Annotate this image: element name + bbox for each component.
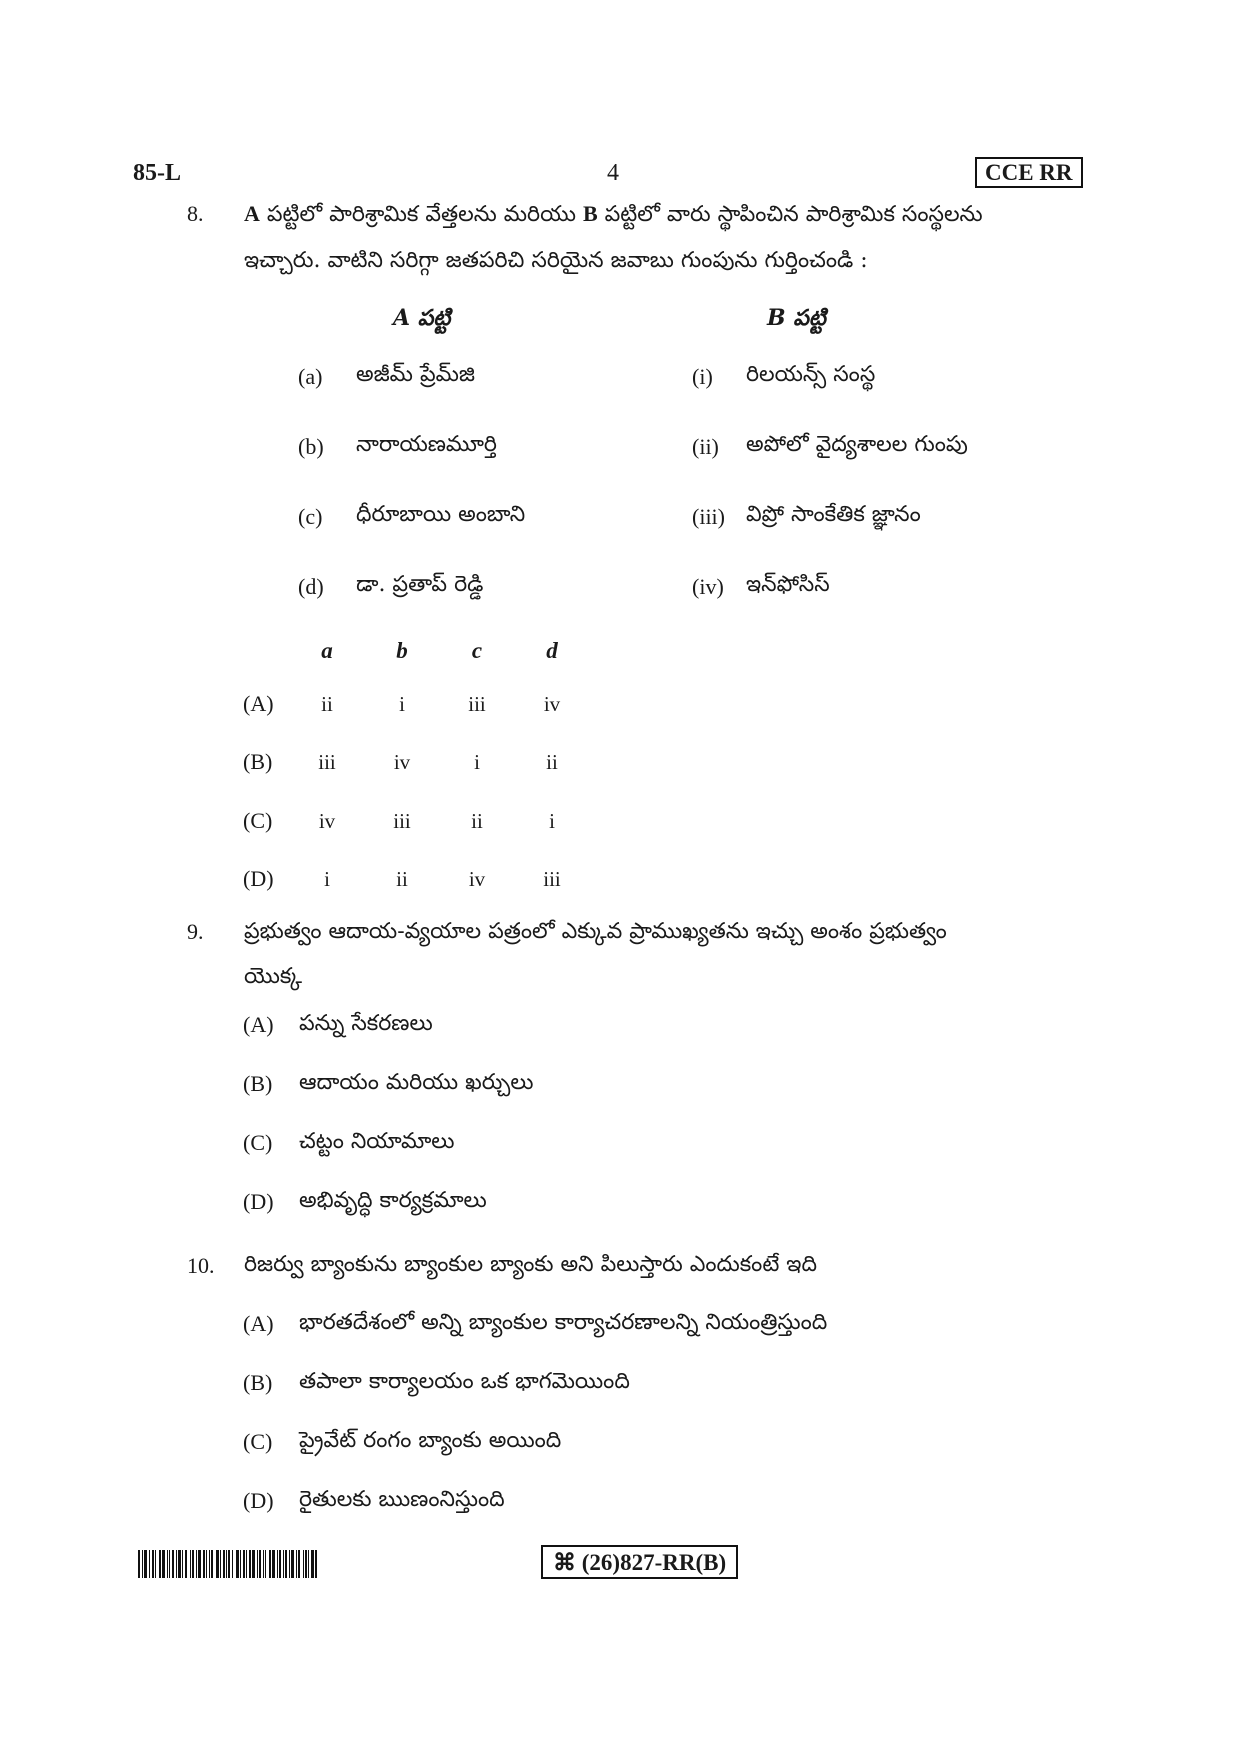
match-cell: ii [471, 809, 483, 833]
match-cell: iv [393, 750, 411, 774]
exam-code-box: CCE RR [975, 157, 1083, 188]
list-b-item: రిలయన్స్ సంస్థ [746, 362, 876, 387]
list-b-label: (iii) [692, 504, 725, 529]
list-a-label: (c) [298, 504, 323, 529]
match-cell: ii [396, 867, 408, 891]
question-paper-code: (26)827-RR(B) [581, 1550, 727, 1575]
option-label: (A) [243, 1311, 274, 1336]
option-label: (C) [243, 1130, 273, 1155]
q8-list-b-ref: B [582, 201, 598, 226]
list-b-item: విప్రో సాంకేతిక జ్ఞానం [746, 502, 921, 527]
match-header: b [396, 638, 408, 663]
list-b-item: అపోలో వైద్యశాలల గుంపు [746, 432, 968, 457]
q8-text-line2: ఇచ్చారు. వాటిని సరిగ్గా జతపరిచి సరియైన జవాబు గుంపును గుర్తించండి : [244, 248, 868, 273]
list-b-heading: B పట్టి [767, 305, 826, 331]
option-label: (B) [243, 1071, 273, 1096]
option-label: (D) [243, 1488, 274, 1513]
match-cell: ii [546, 750, 558, 774]
option-text: చట్టం నియామాలు [299, 1129, 455, 1154]
list-a-label: (d) [298, 574, 324, 599]
q9-text-line1: ప్రభుత్వం ఆదాయ-వ్యయాల పత్రంలో ఎక్కువ ప్రాముఖ్యతను ఇచ్చు అంశం ప్రభుత్వం [244, 919, 947, 944]
q8-text-line1 [244, 201, 983, 232]
list-a-item: అజీమ్ ప్రేమ్‌జి [356, 362, 475, 387]
option-text: భారతదేశంలో అన్ని బ్యాంకుల కార్యాచరణాలన్ని నియంత్రిస్తుంది [299, 1310, 828, 1335]
match-cell: iv [318, 809, 336, 833]
match-cell: iii [318, 750, 336, 774]
page-number: 4 [607, 160, 619, 186]
list-a-item: నారాయణమూర్తి [356, 432, 497, 457]
q9-number: 9. [187, 919, 204, 944]
option-label: (A) [243, 1012, 274, 1037]
q10-text: రిజర్వు బ్యాంకును బ్యాంకుల బ్యాంకు అని పిలుస్తారు ఎందుకంటే ఇది [244, 1252, 817, 1277]
list-b-label: (ii) [692, 434, 719, 459]
match-cell: i [474, 750, 480, 774]
match-cell: iii [468, 692, 486, 716]
list-a-heading: A పట్టి [393, 305, 451, 331]
q8-number: 8. [187, 201, 204, 226]
list-b-label: (iv) [692, 574, 724, 599]
option-label: (C) [243, 808, 273, 833]
match-cell: i [324, 867, 330, 891]
option-text: పన్ను సేకరణలు [299, 1011, 433, 1036]
match-cell: iv [543, 692, 561, 716]
list-a-item: డా. ప్రతాప్ రెడ్డి [356, 572, 484, 597]
option-text: రైతులకు ఋణంనిస్తుంది [299, 1487, 505, 1512]
match-header: a [321, 638, 333, 663]
q8-list-a-ref: A [244, 201, 260, 226]
q8-text-part1: పట్టిలో పారిశ్రామిక వేత్తలను మరియు [259, 202, 583, 227]
match-header: c [471, 638, 483, 663]
list-a-label: (b) [298, 434, 324, 459]
option-text: ఆదాయం మరియు ఖర్చులు [299, 1070, 534, 1095]
list-b-label: (i) [692, 364, 713, 389]
q8-text-part2: పట్టిలో వారు స్థాపించిన పారిశ్రామిక సంస్థలను [597, 202, 983, 227]
option-label: (B) [243, 1370, 273, 1395]
command-symbol-icon: ⌘ [553, 1550, 576, 1575]
match-header: d [546, 638, 558, 663]
option-label: (D) [243, 1189, 274, 1214]
barcode [138, 1550, 317, 1578]
option-label: (D) [243, 866, 274, 891]
match-cell: ii [321, 692, 333, 716]
option-text: ప్రైవేట్ రంగం బ్యాంకు అయింది [299, 1428, 562, 1453]
match-cell: i [549, 809, 555, 833]
option-text: అభివృద్ధి కార్యక్రమాలు [299, 1188, 487, 1213]
match-cell: iv [468, 867, 486, 891]
option-label: (C) [243, 1429, 273, 1454]
option-label: (B) [243, 749, 273, 774]
match-cell: i [399, 692, 405, 716]
list-a-label: (a) [298, 364, 323, 389]
list-b-item: ఇన్‌ఫోసిస్ [746, 572, 830, 597]
match-cell: iii [543, 867, 561, 891]
list-a-item: ధీరూబాయి అంబాని [356, 502, 526, 527]
option-text: తపాలా కార్యాలయం ఒక భాగమెయింది [299, 1369, 630, 1394]
match-cell: iii [393, 809, 411, 833]
paper-code: 85-L [133, 160, 181, 186]
q9-text-line2: యొక్క [244, 964, 303, 989]
q10-number: 10. [187, 1253, 215, 1278]
question-paper-code-box [541, 1545, 738, 1579]
option-label: (A) [243, 691, 274, 716]
